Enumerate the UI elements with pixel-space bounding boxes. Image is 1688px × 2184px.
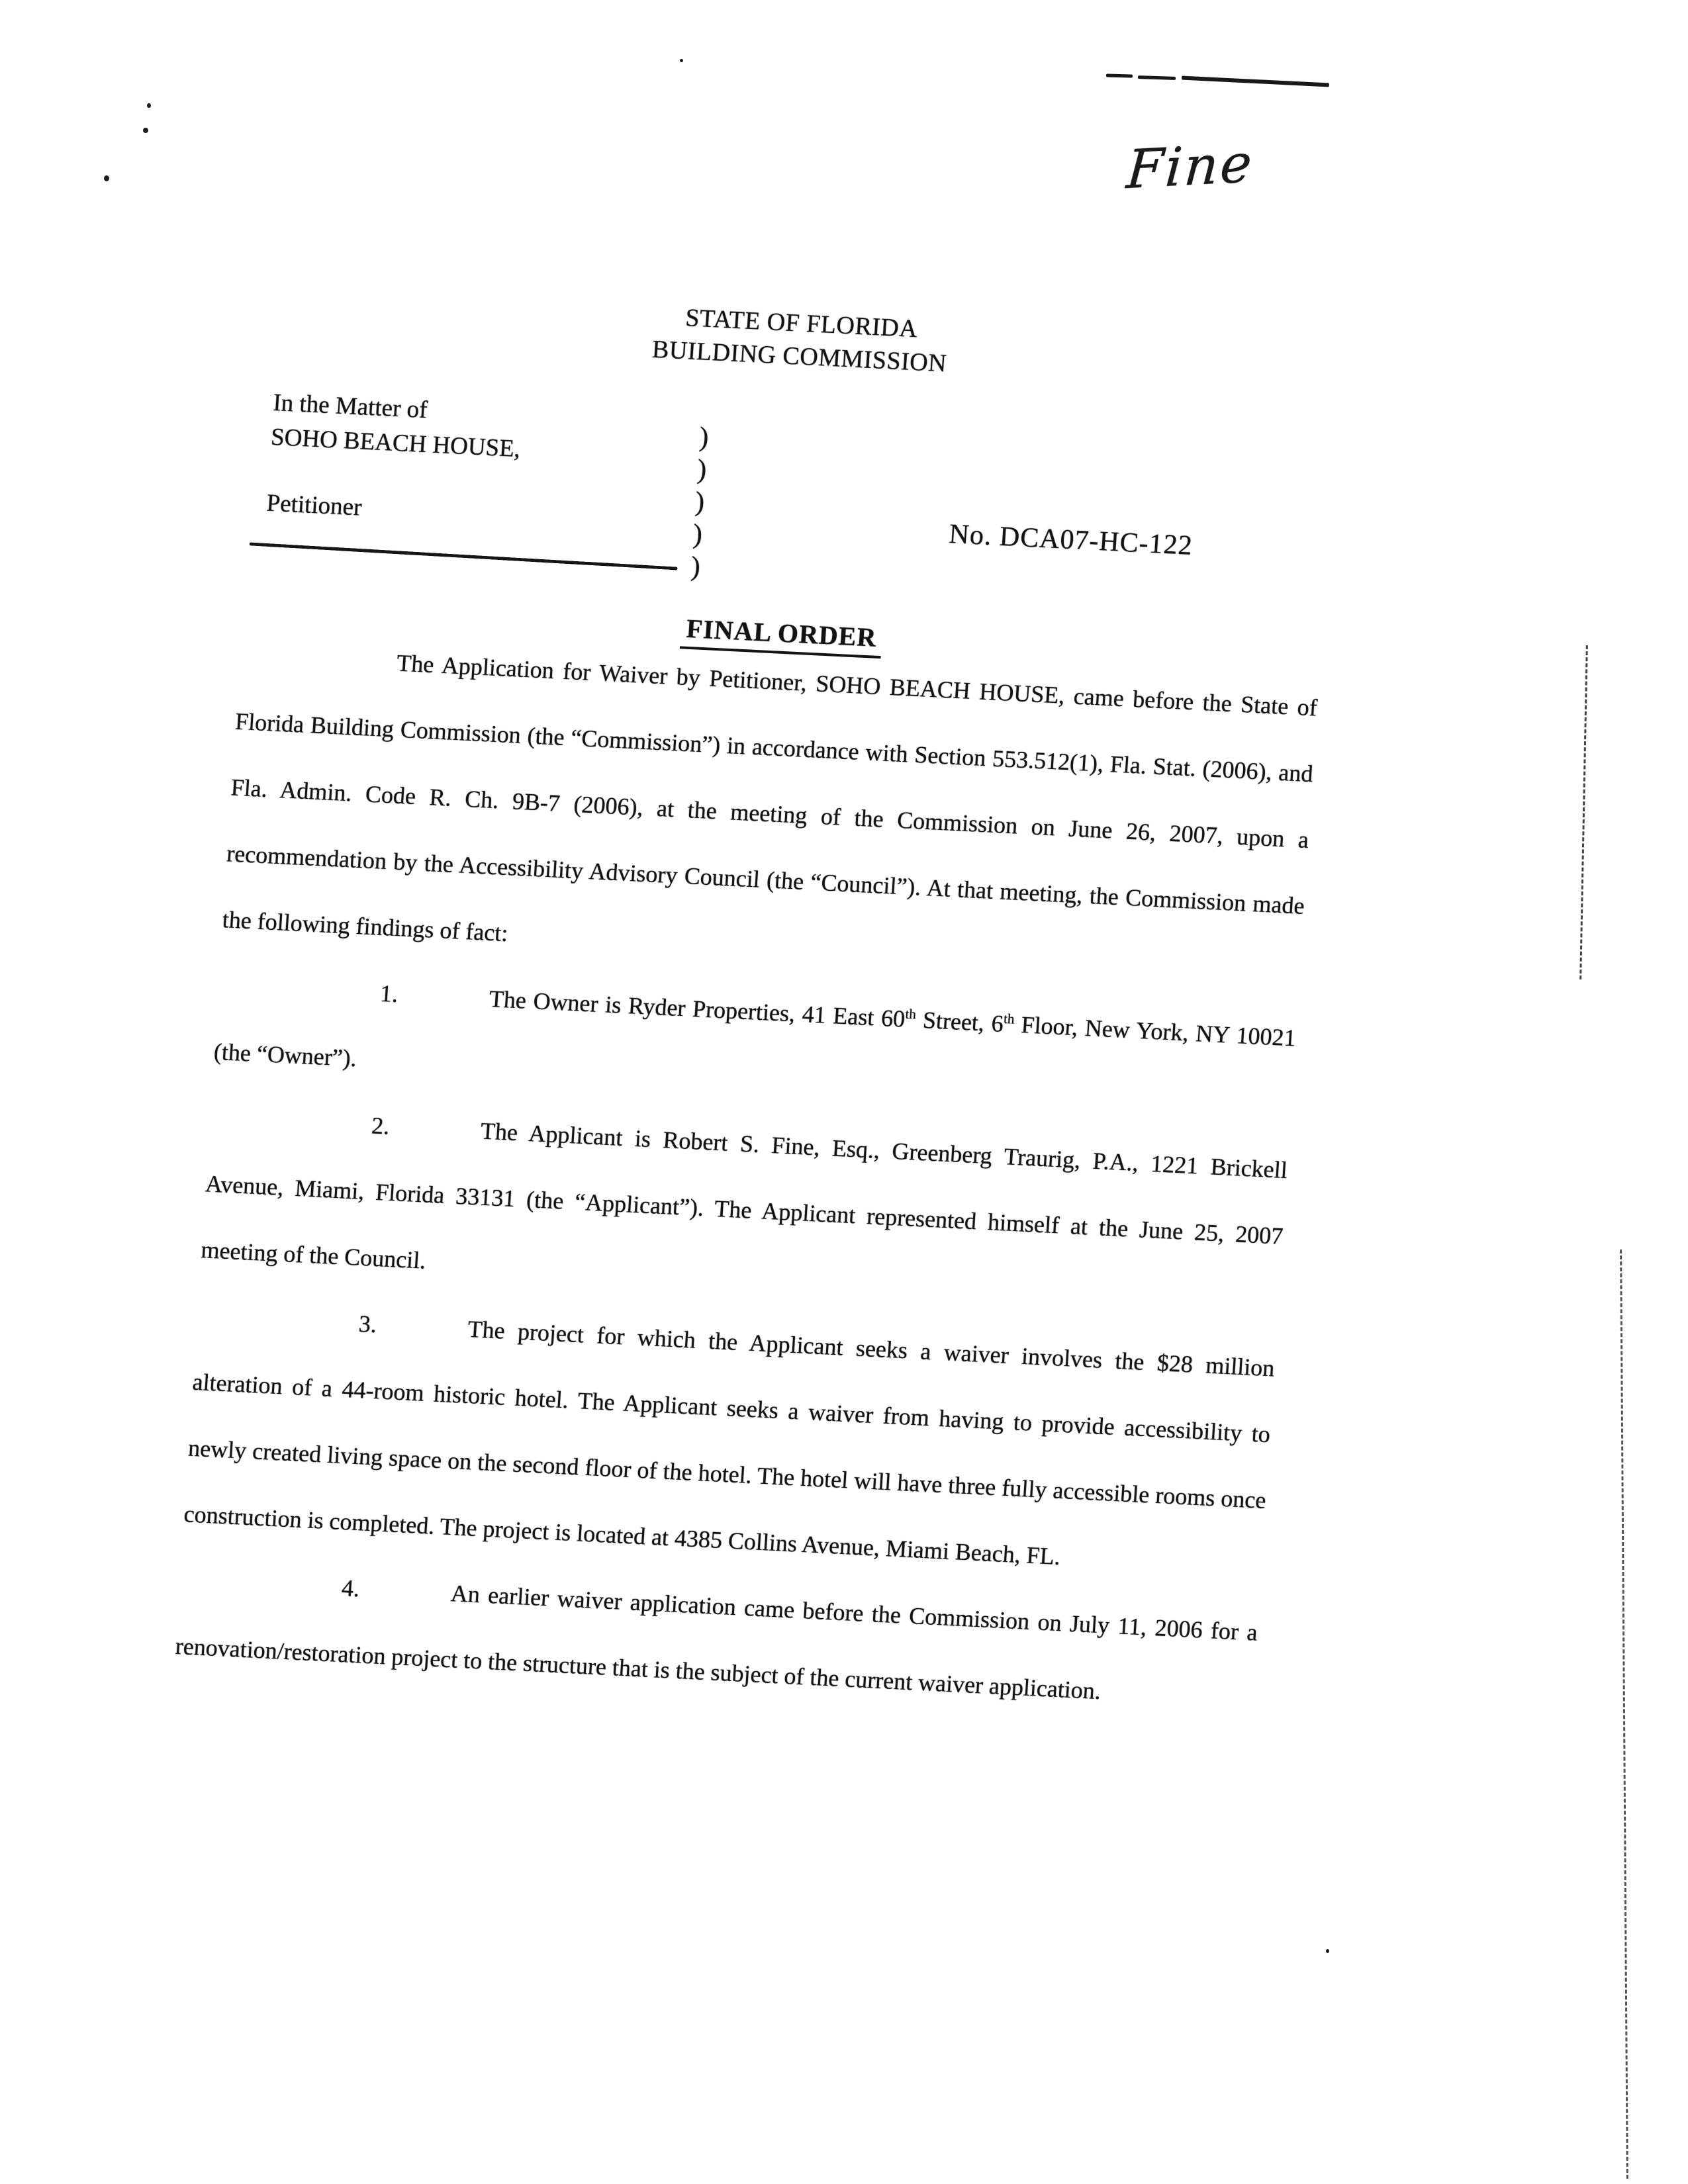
- scan-line-artifact: [1106, 73, 1133, 77]
- caption-party-label: Petitioner: [265, 489, 363, 522]
- scan-speck: [147, 103, 151, 108]
- item-number: 3.: [357, 1310, 378, 1338]
- item-text: Street, 6: [915, 1006, 1005, 1037]
- item-text: Floor, New York, NY 10021 (the “Owner”).: [212, 1011, 1297, 1072]
- caption-party-block: [265, 386, 524, 533]
- item-number: 1.: [379, 979, 399, 1008]
- item-text: The project for which the Applicant seeks a waiver involves the $28 million alteration of a 44-room historic hotel. The Applicant seeks a waiver from having to provide accessibility to newly created living space on the second floor of the hotel. The hotel will have three fully accessible rooms once construction is completed. The project is located at 4385 Collins Avenue, Miami Beach, FL.: [183, 1315, 1276, 1570]
- case-number: No. DCA07-HC-122: [948, 519, 1194, 561]
- caption-matter-line: In the Matter of: [272, 388, 428, 424]
- ordinal-suffix: th: [1003, 1010, 1015, 1027]
- scan-speck: [143, 128, 148, 133]
- scan-speck: [104, 175, 109, 181]
- caption-paren: ): [692, 519, 704, 550]
- scan-line-artifact: [1620, 1250, 1628, 2179]
- item-text: An earlier waiver application came before the Commission on July 11, 2006 for a renovation/restoration project to the structure that is the subject of the current waiver application.: [174, 1580, 1258, 1705]
- ordinal-suffix: th: [904, 1005, 917, 1023]
- scan-line-artifact: [1579, 645, 1588, 979]
- handwritten-annotation: Fine: [1124, 132, 1256, 201]
- caption-paren: ): [690, 551, 702, 582]
- scan-speck: [680, 59, 683, 62]
- court-name: STATE OF FLORIDA: [684, 304, 919, 343]
- caption-paren: ): [694, 486, 706, 518]
- order-text: [173, 622, 1319, 1731]
- document-body: [173, 265, 1342, 1731]
- case-caption: [246, 385, 1335, 603]
- order-title: FINAL ORDER: [242, 591, 1321, 675]
- intro-paragraph: The Application for Waiver by Petitioner, SOHO BEACH HOUSE, came before the State of Florida Building Commission (the “Commission”) in accordance with Section 553.512(1), Fla. Stat. (2006), and Fla. Admin. Code R. Ch. 9B-7 (2006), at the meeting of the Commission on June 26, 2007, upon a recommendation by the Accessibility Advisory Council (the “Council”). At that meeting, the Commission made the following findings of fact:: [221, 649, 1319, 947]
- caption-paren: ): [696, 454, 708, 485]
- caption-paren: ): [698, 422, 710, 453]
- item-number: 4.: [340, 1574, 361, 1602]
- finding-item-3: [182, 1283, 1277, 1600]
- item-text: The Applicant is Robert S. Fine, Esq., Greenberg Traurig, P.A., 1221 Brickell Avenue, Miami, Florida 33131 (the “Applicant”). The Applicant represented himself at the June 25, 2007 meeting of the Council.: [200, 1117, 1289, 1274]
- scan-line-artifact: [1138, 75, 1176, 80]
- caption-paren-column: [690, 421, 710, 583]
- caption-petitioner-name: SOHO BEACH HOUSE,: [269, 423, 522, 463]
- item-number: 2.: [371, 1112, 391, 1140]
- caption-underline: [250, 542, 678, 570]
- scan-line-artifact: [1182, 76, 1329, 87]
- item-text: The Owner is Ryder Properties, 41 East 60: [488, 985, 906, 1032]
- document-header: [259, 281, 1342, 399]
- scan-speck: [1326, 1949, 1329, 1953]
- court-division: BUILDING COMMISSION: [651, 335, 948, 378]
